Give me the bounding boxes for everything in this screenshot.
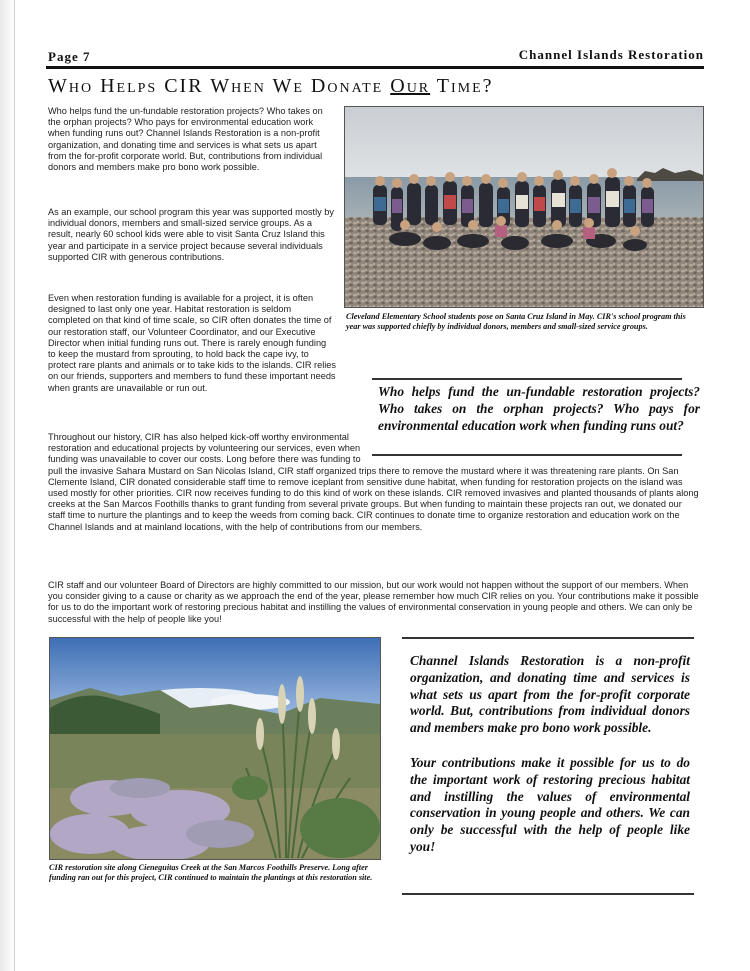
students-photo-caption: Cleveland Elementary School students pose on Santa Cruz Island in May. CIR's school program this year was supported chiefly by individual donors, members and small-sized service groups. [346,312,686,331]
paragraph-history-text-container [48,432,700,533]
pullquote1-top-rule [372,378,682,380]
pullquote-1: Who helps fund the un-fundable restoration projects? Who takes on the orphan projects? Who pays for environmental education work when funding runs out? [378,384,700,433]
students-photo-image [345,107,703,307]
pullquote-2 [410,653,690,874]
title-part2: Time? [430,75,494,97]
page-edge-shadow [0,0,15,971]
paragraph-example: As an example, our school program this year was supported mostly by individual donors, members and small-sized service groups. As a result, nearly 60 school kids were able to visit Santa Cruz Island this year and participate in a service project because several individuals supported CIR with generous contributions. [48,207,334,262]
title-underlined-word: Our [390,75,431,97]
pullquote-2a: Channel Islands Restoration is a non-profit organization, and donating time and services is what sets us apart from the for-profit corporate world. But, contributions from individual donors and members make pro bono work possible. [410,653,690,736]
page-number: Page 7 [48,49,91,64]
restoration-site-photo [49,637,381,860]
header-rule [46,66,704,69]
title-part1: Who Helps CIR When We Donate [48,75,391,97]
header-organization: Channel Islands Restoration [518,47,704,62]
history-wrap-spacer [366,432,700,465]
paragraph-funding: Even when restoration funding is available for a project, it is often designed to last only one year. Habitat restoration is seldom completed on that kind of time scale, so CIR often donates the time of our restoration staff, our Volunteer Coordinator, and our Executive Director when initial funding runs out. There is rarely enough funding to keep the mustard from sprouting, to hold back the cape ivy, to protect rare plants and animals or to take kids to the islands. CIR relies on our friends, supporters and members to fund these important needs when grants are unavailable or run out. [48,293,337,393]
pullquote2-top-rule [402,637,694,639]
students-photo [344,106,704,308]
pullquote2-bottom-rule [402,893,694,895]
pullquote-2b: Your contributions make it possible for us to do the important work of restoring precious habitat and instilling the values of environmental conservation in young people and others. We can only be successful with the help of people like you! [410,754,690,854]
paragraph-intro: Who helps fund the un-fundable restoration projects? Who takes on the orphan projects? Who pays for environmental education work when funding runs out? Channel Islands Restoration is a non-profit organization, and donating time and services is what sets us apart from the for-profit corporate world. But, contributions from individual donors and members make pro bono work possible. [48,106,323,173]
restoration-site-photo-image [50,638,380,859]
paragraph-closing: CIR staff and our volunteer Board of Directors are highly committed to our mission, but our work would not happen without the support of our members. When you consider giving to a cause or charity as we approach the end of the year, please remember how much CIR relies on you. Your contributions make it possible for us to do the important work of restoring precious habitat and instilling the values of environmental conservation in young people and others. We can only be successful with the help of people like you! [48,580,699,624]
restoration-photo-caption: CIR restoration site along Cieneguitas Creek at the San Marcos Foothills Preserve. Long after funding ran out for this project, CIR continued to maintain the plantings at this restoration site. [49,863,373,882]
article-title [48,75,494,98]
paragraph-history-text: Throughout our history, CIR has also helped kick-off worthy environmental restoration and educational projects by volunteering our services, even when funding was unavailable to cover our costs. Long before there was funding to pull the invasive Sahara Mustard on San Nicolas Island, CIR staff organized trips there to remove the mustard where it was threatening rare plants. On San Clemente Island, CIR donated considerable staff time to remove iceplant from sensitive dune habitat, when funding for restoration projects on the island was used mostly for other priorities. CIR now receives funding to do this kind of work on these islands. CIR removed invasives and planted thousands of plants along creeks at the San Marcos Foothills thanks to grant funding from several private groups. But when funding to maintain these projects ran out, we donated our staff time to nurture the plantings and to keep the weeds from coming back. CIR continues to donate time to organize restoration and education work on the Channel Islands and at mainland locations, with the help of contributions from our members. [48,432,699,532]
